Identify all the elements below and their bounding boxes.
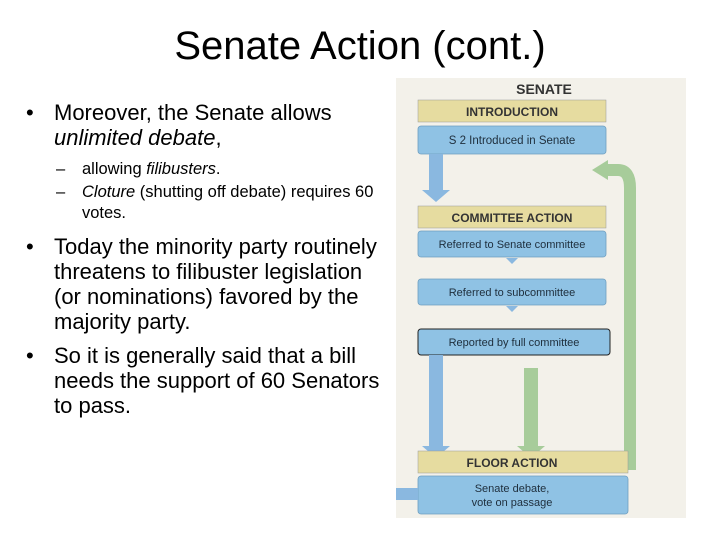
blue-arrow-shaft [429,154,443,190]
sub-bullet-item [26,182,386,224]
referred-subcommittee-text: Referred to subcommittee [448,287,576,299]
referred-committee-text: Referred to Senate committee [438,239,586,251]
sub-bullet-emphasis: Cloture [82,183,136,201]
sub-bullet-text: . [215,160,221,178]
bullet-item [26,234,386,334]
bullet-text: So it is generally said that a bill needs the support of 60 Senators to pass. [54,343,380,418]
sub-bullet-text: allowing [82,160,147,178]
bullet-item [26,343,386,418]
bullet-dot-icon: • [26,234,34,259]
senate-flowchart [396,78,686,518]
floor-action-label: FLOOR ACTION [466,456,558,470]
debate-text-line1: Senate debate, [474,483,550,495]
slide-title: Senate Action (cont.) [174,24,546,68]
dash-icon: – [56,183,66,201]
bullet-text: Moreover, the Senate allows [54,100,332,125]
reported-text: Reported by full committee [448,337,580,349]
bullet-text: Today the minority party routinely threatens to filibuster legislation (or nominations) favored by the majority party. [54,234,377,334]
blue-arrow-shaft [396,488,418,500]
debate-text-line2: vote on passage [471,497,553,509]
dash-icon: – [56,160,66,178]
bullet-emphasis: unlimited debate [54,125,216,150]
introduced-text: S 2 Introduced in Senate [448,135,576,147]
bullet-dot-icon: • [26,343,34,368]
blue-arrow-shaft [429,355,443,446]
bullet-list [26,100,386,427]
bullet-dot-icon: • [26,100,34,125]
sub-bullet-text: (shutting off debate) requires 60 votes. [82,183,374,222]
green-arrow-shaft [524,368,538,446]
bullet-item [26,100,386,150]
introduction-label: INTRODUCTION [466,105,558,119]
bullet-text: , [215,125,222,150]
senate-header: SENATE [516,81,572,97]
sub-bullet-item [26,159,386,180]
sub-bullet-emphasis: filibusters [146,160,216,178]
committee-action-label: COMMITTEE ACTION [451,211,573,225]
